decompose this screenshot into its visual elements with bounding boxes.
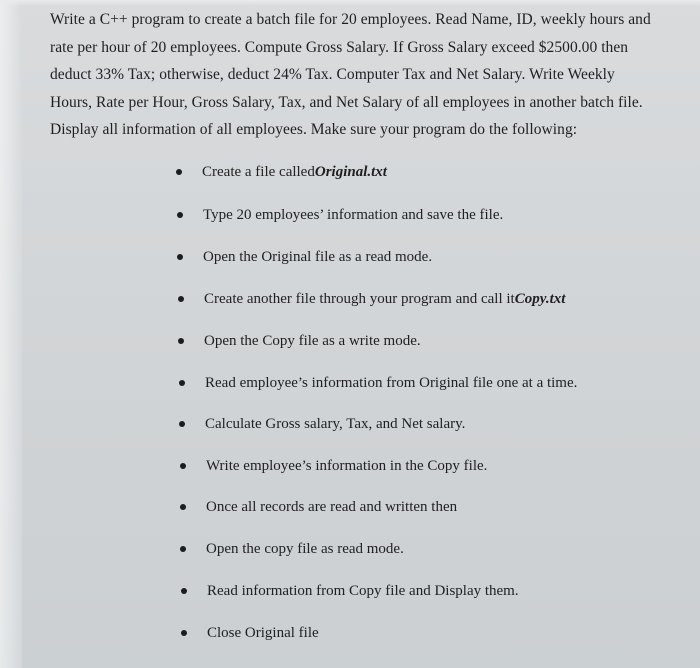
task-text: Type 20 employees’ information and save the file. [203,206,504,223]
task-item-open-original [177,246,432,268]
bullet-icon [180,463,186,469]
task-item-write-copy [180,455,487,477]
intro-line: rate per hour of 20 employees. Compute Gross Salary. If Gross Salary exceed $2500.00 then [50,38,629,56]
task-text: Open the Copy file as a write mode. [204,332,421,349]
intro-line: deduct 33% Tax; otherwise, deduct 24% Tax. Computer Tax and Net Salary. Write Weekly [50,66,615,84]
task-item-open-copy-read [180,538,404,560]
bullet-icon [177,254,183,260]
task-text: Close Original file [207,624,319,641]
bullet-icon [180,546,186,552]
task-item-create-copy [178,288,565,310]
task-item-create-original [176,161,387,183]
task-item-records-done [180,496,457,518]
intro-line: Write a C++ program to create a batch file for 20 employees. Read Name, ID, weekly hours and [50,11,651,28]
task-item-open-copy-write [178,330,421,352]
task-text: Open the Original file as a read mode. [203,248,433,265]
bullet-icon [177,212,183,218]
task-text: Open the copy file as read mode. [206,540,404,557]
bullet-icon [179,421,185,427]
bullet-icon [181,588,187,594]
task-item-display [181,580,519,602]
task-emphasis: Copy.txt [514,290,566,307]
task-text: Once all records are read and written then [206,498,458,515]
bullet-icon [181,630,187,636]
task-item-read-employee [179,372,577,394]
task-text: Create a file called [202,163,315,180]
task-text: Read information from Copy file and Display them. [207,582,519,599]
bullet-icon [179,380,185,386]
bullet-icon [178,338,184,344]
task-emphasis: Original.txt [314,163,387,180]
task-text: Read employee’s information from Original file one at a time. [205,374,578,391]
task-text: Calculate Gross salary, Tax, and Net salary. [205,415,466,432]
task-item-calculate [179,413,465,435]
task-text: Create another file through your program and call it [204,290,515,307]
task-text: Write employee’s information in the Copy file. [206,457,488,474]
bullet-icon [180,504,186,510]
intro-line: Display all information of all employees. Make sure your program do the following: [50,121,578,139]
task-item-close-original [181,622,319,644]
task-item-type-info [177,204,503,226]
bullet-icon [176,169,182,175]
intro-line: Hours, Rate per Hour, Gross Salary, Tax, and Net Salary of all employees in another batch file. [50,93,643,111]
bullet-icon [178,296,184,302]
